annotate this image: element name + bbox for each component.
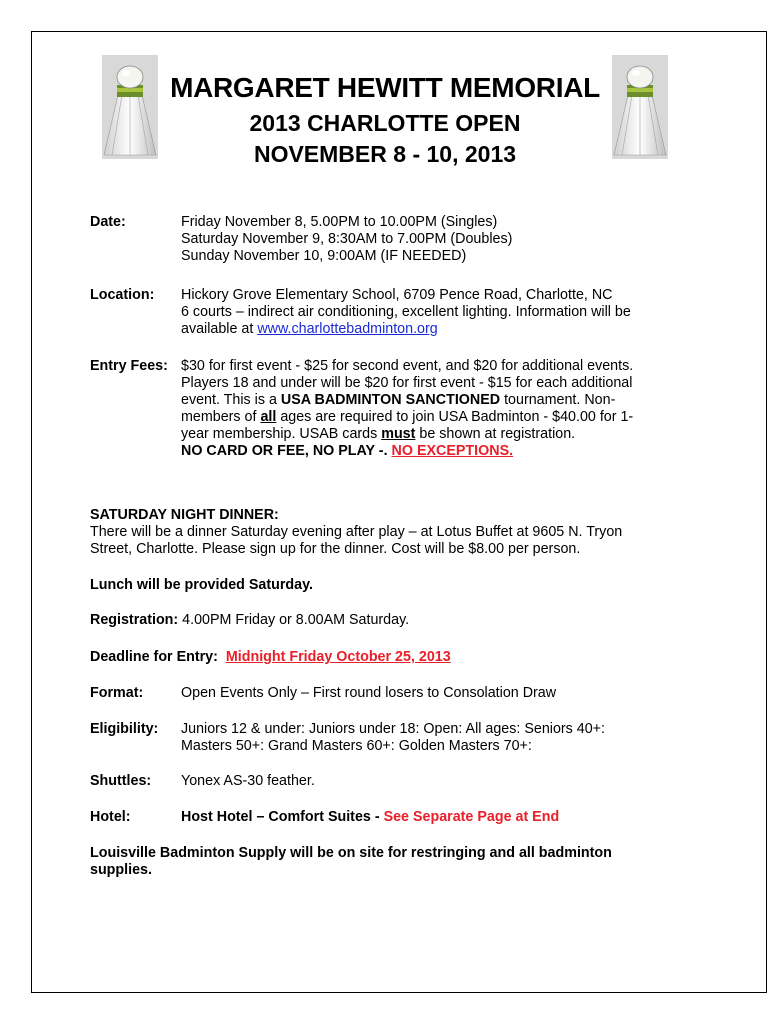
- supply-text: Louisville Badminton Supply will be on site for restringing and all badminton: [90, 845, 612, 861]
- no-exceptions-warning: NO EXCEPTIONS.: [391, 443, 514, 459]
- location-info-prefix: available at: [181, 321, 258, 337]
- hotel-note: See Separate Page at End: [383, 809, 560, 825]
- hotel-label: Hotel:: [90, 809, 131, 825]
- shuttles-value: Yonex AS-30 feather.: [181, 773, 315, 789]
- fee-text: event. This is a: [181, 392, 281, 408]
- fee-line: $30 for first event - $25 for second event, and $20 for additional events.: [181, 358, 634, 374]
- fee-line: Players 18 and under will be $20 for first event - $15 for each additional: [181, 375, 633, 391]
- date-line: Saturday November 9, 8:30AM to 7.00PM (Doubles): [181, 231, 513, 247]
- dinner-text: There will be a dinner Saturday evening after play – at Lotus Buffet at 9605 N. Tryon: [90, 524, 623, 540]
- lunch-note: Lunch will be provided Saturday.: [90, 577, 313, 593]
- eligibility-label: Eligibility:: [90, 721, 159, 737]
- format-label: Format:: [90, 685, 144, 701]
- location-label: Location:: [90, 287, 155, 303]
- date-line: Sunday November 10, 9:00AM (IF NEEDED): [181, 248, 467, 264]
- date-line: Friday November 8, 5.00PM to 10.00PM (Singles): [181, 214, 498, 230]
- fee-text: tournament. Non-: [500, 392, 616, 408]
- hotel-value: Host Hotel – Comfort Suites -: [181, 809, 384, 825]
- fee-text: ages are required to join USA Badminton - $40.00 for 1-: [276, 409, 634, 425]
- sanctioned-text: USA BADMINTON SANCTIONED: [280, 392, 501, 408]
- dinner-text: Street, Charlotte. Please sign up for the dinner. Cost will be $8.00 per person.: [90, 541, 581, 557]
- location-details: 6 courts – indirect air conditioning, excellent lighting. Information will be: [181, 304, 631, 320]
- all-emphasis: all: [260, 409, 277, 425]
- document-subtitle: 2013 CHARLOTTE OPEN: [249, 110, 521, 136]
- fee-text: .: [383, 443, 392, 459]
- deadline-label: Deadline for Entry:: [90, 649, 218, 665]
- registration-value: 4.00PM Friday or 8.00AM Saturday.: [178, 612, 410, 628]
- deadline-row: [90, 649, 451, 666]
- deadline-value: Midnight Friday October 25, 2013: [225, 649, 451, 665]
- hotel-values: [181, 809, 671, 826]
- no-card-warning: NO CARD OR FEE, NO PLAY -: [181, 443, 384, 459]
- document-title: MARGARET HEWITT MEMORIAL: [170, 72, 600, 103]
- must-emphasis: must: [381, 426, 416, 442]
- dinner-heading: SATURDAY NIGHT DINNER:: [90, 507, 279, 523]
- eligibility-values: [181, 721, 671, 755]
- fee-text: be shown at registration.: [415, 426, 576, 442]
- entry-fees-values: [181, 358, 671, 460]
- format-value: Open Events Only – First round losers to Consolation Draw: [181, 685, 557, 701]
- entry-fees-label: Entry Fees:: [90, 358, 168, 374]
- registration-row: [90, 612, 409, 629]
- website-link[interactable]: www.charlottebadminton.org: [257, 321, 438, 337]
- eligibility-line: Masters 50+: Grand Masters 60+: Golden Masters 70+:: [181, 738, 532, 754]
- dinner-section: [90, 507, 622, 558]
- document-dates: NOVEMBER 8 - 10, 2013: [253, 141, 517, 167]
- shuttles-label: Shuttles:: [90, 773, 152, 789]
- eligibility-line: Juniors 12 & under: Juniors under 18: Open: All ages: Seniors 40+:: [181, 721, 606, 737]
- location-values: [181, 287, 671, 338]
- registration-label: Registration:: [90, 612, 179, 628]
- supply-text: supplies.: [90, 862, 152, 878]
- fee-text: year membership. USAB cards: [181, 426, 382, 442]
- fee-text: members of: [181, 409, 261, 425]
- date-label: Date:: [90, 214, 126, 230]
- supply-note: [90, 845, 612, 879]
- location-address: Hickory Grove Elementary School, 6709 Pence Road, Charlotte, NC: [181, 287, 613, 303]
- date-values: [181, 214, 671, 265]
